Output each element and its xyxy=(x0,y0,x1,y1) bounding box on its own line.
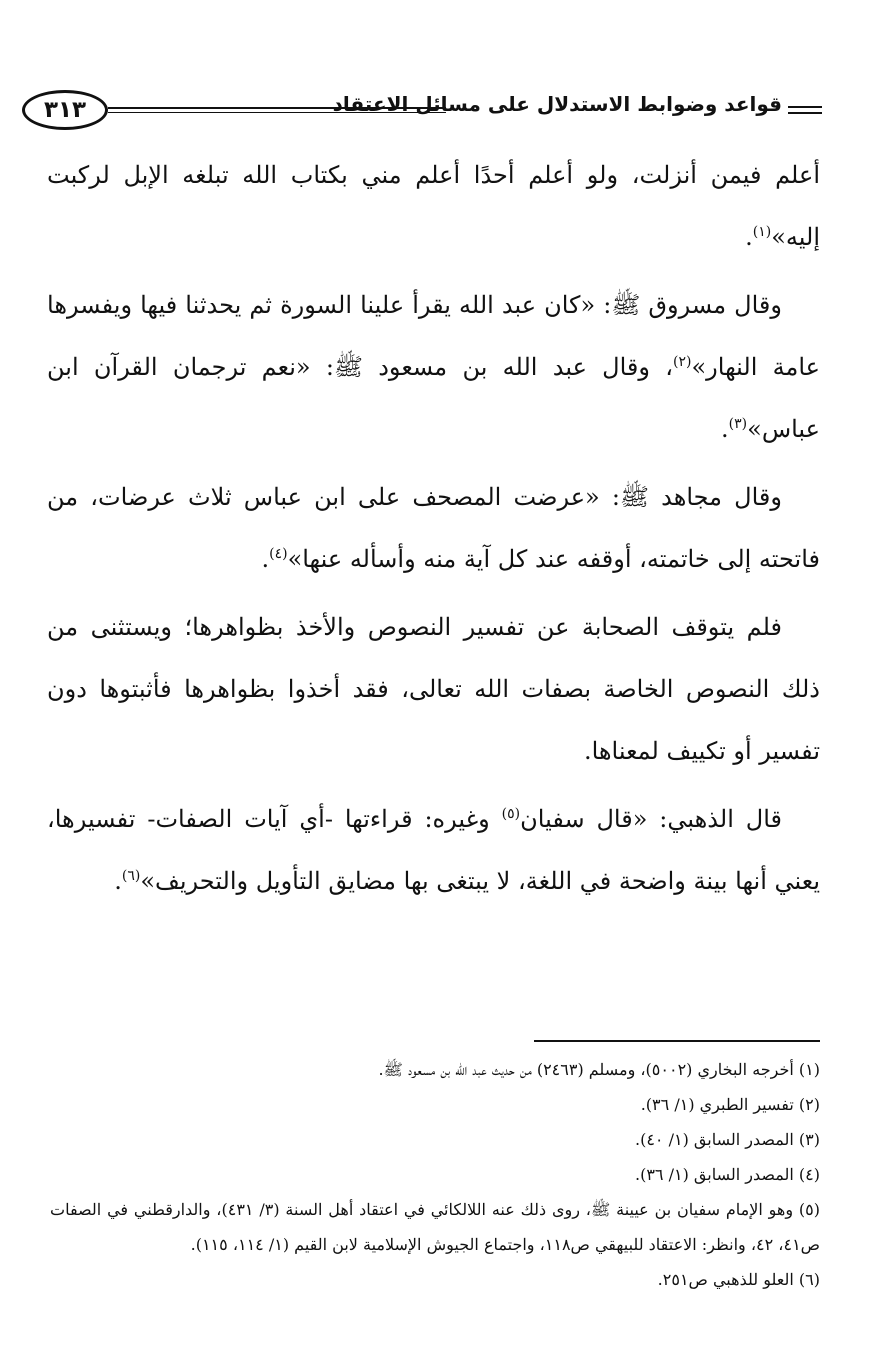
paragraph-text: . xyxy=(745,223,753,251)
paragraph xyxy=(47,144,820,268)
page-header xyxy=(22,88,822,138)
footnote-marker: (١) xyxy=(752,224,772,240)
footnote-marker: (٥) xyxy=(501,806,521,822)
footnote: (٢) تفسير الطبري (١/ ٣٦). xyxy=(640,1095,820,1114)
footnote: (٤) المصدر السابق (١/ ٣٦). xyxy=(634,1165,820,1184)
main-text xyxy=(47,144,820,918)
footnote-marker: (٤) xyxy=(269,546,288,562)
paragraph-text: وقال مسروق ﷺ: «كان عبد الله يقرأ علينا السورة ثم يحدثنا فيها ويفسرها عامة النهار» xyxy=(47,291,821,381)
footnote-separator xyxy=(534,1040,820,1042)
footnote-marker: (٦) xyxy=(121,868,141,884)
paragraph xyxy=(47,466,820,590)
header-rule xyxy=(788,106,822,108)
paragraph-text: . xyxy=(114,867,122,895)
paragraph xyxy=(47,596,820,782)
footnote-marker: (٣) xyxy=(728,416,748,432)
paragraph-text: . xyxy=(261,545,270,573)
footnote: (٥) وهو الإمام سفيان بن عيينة ﷺ، روى ذلك عنه اللالكائي في اعتقاد أهل السنة (٣/ ٤٣١)، والدارقطني في الصفات ص٤١، ٤٢، وانظر: الاعتقاد للبيهقي ص١١٨، واجتماع الجيوش الإسلامية لابن القيم (١/ ١١٤، ١١٥). xyxy=(50,1200,820,1254)
paragraph xyxy=(47,788,820,912)
paragraph-text: أعلم فيمن أنزلت، ولو أعلم أحدًا أعلم مني بكتاب الله تبلغه الإبل لركبت إليه» xyxy=(47,161,820,251)
paragraph-text: قال الذهبي: «قال سفيان xyxy=(520,805,782,833)
footnote: (٦) العلو للذهبي ص٢٥١. xyxy=(657,1270,820,1289)
paragraph-text: وغيره: قراءتها -أي آيات الصفات- تفسيرها، يعني أنها بينة واضحة في اللغة، لا يبتغى بها مضايق التأويل والتحريف» xyxy=(47,805,820,895)
header-rule xyxy=(788,112,822,114)
footnotes xyxy=(50,1052,820,1297)
footnote: (٣) المصدر السابق (١/ ٤٠). xyxy=(634,1130,820,1149)
footnote-marker: (٢) xyxy=(673,354,692,370)
paragraph-text: . xyxy=(721,415,729,443)
paragraph-text: وقال مجاهد ﷺ: «عرضت المصحف على ابن عباس ثلاث عرضات، من فاتحته إلى خاتمته، أوقفه عند كل آية منه وأسأله عنها» xyxy=(47,483,820,573)
page-number: ٣١٣ xyxy=(22,90,108,130)
footnote: (١) أخرجه البخاري (٥٠٠٢)، ومسلم (٢٤٦٣) من حديث عبد الله بن مسعود ﷺ. xyxy=(378,1060,820,1079)
paragraph-text: فلم يتوقف الصحابة عن تفسير النصوص والأخذ بظواهرها؛ ويستثنى من ذلك النصوص الخاصة بصفات الله تعالى، فقد أخذوا بظواهرها فأثبتوها دون تفسير أو تكييف لمعناها. xyxy=(47,613,820,765)
paragraph-text: ، وقال عبد الله بن مسعود ﷺ: «نعم ترجمان القرآن ابن عباس» xyxy=(47,353,820,443)
paragraph xyxy=(47,274,820,460)
running-title: قواعد وضوابط الاستدلال على مسائل الاعتقاد xyxy=(332,92,782,116)
